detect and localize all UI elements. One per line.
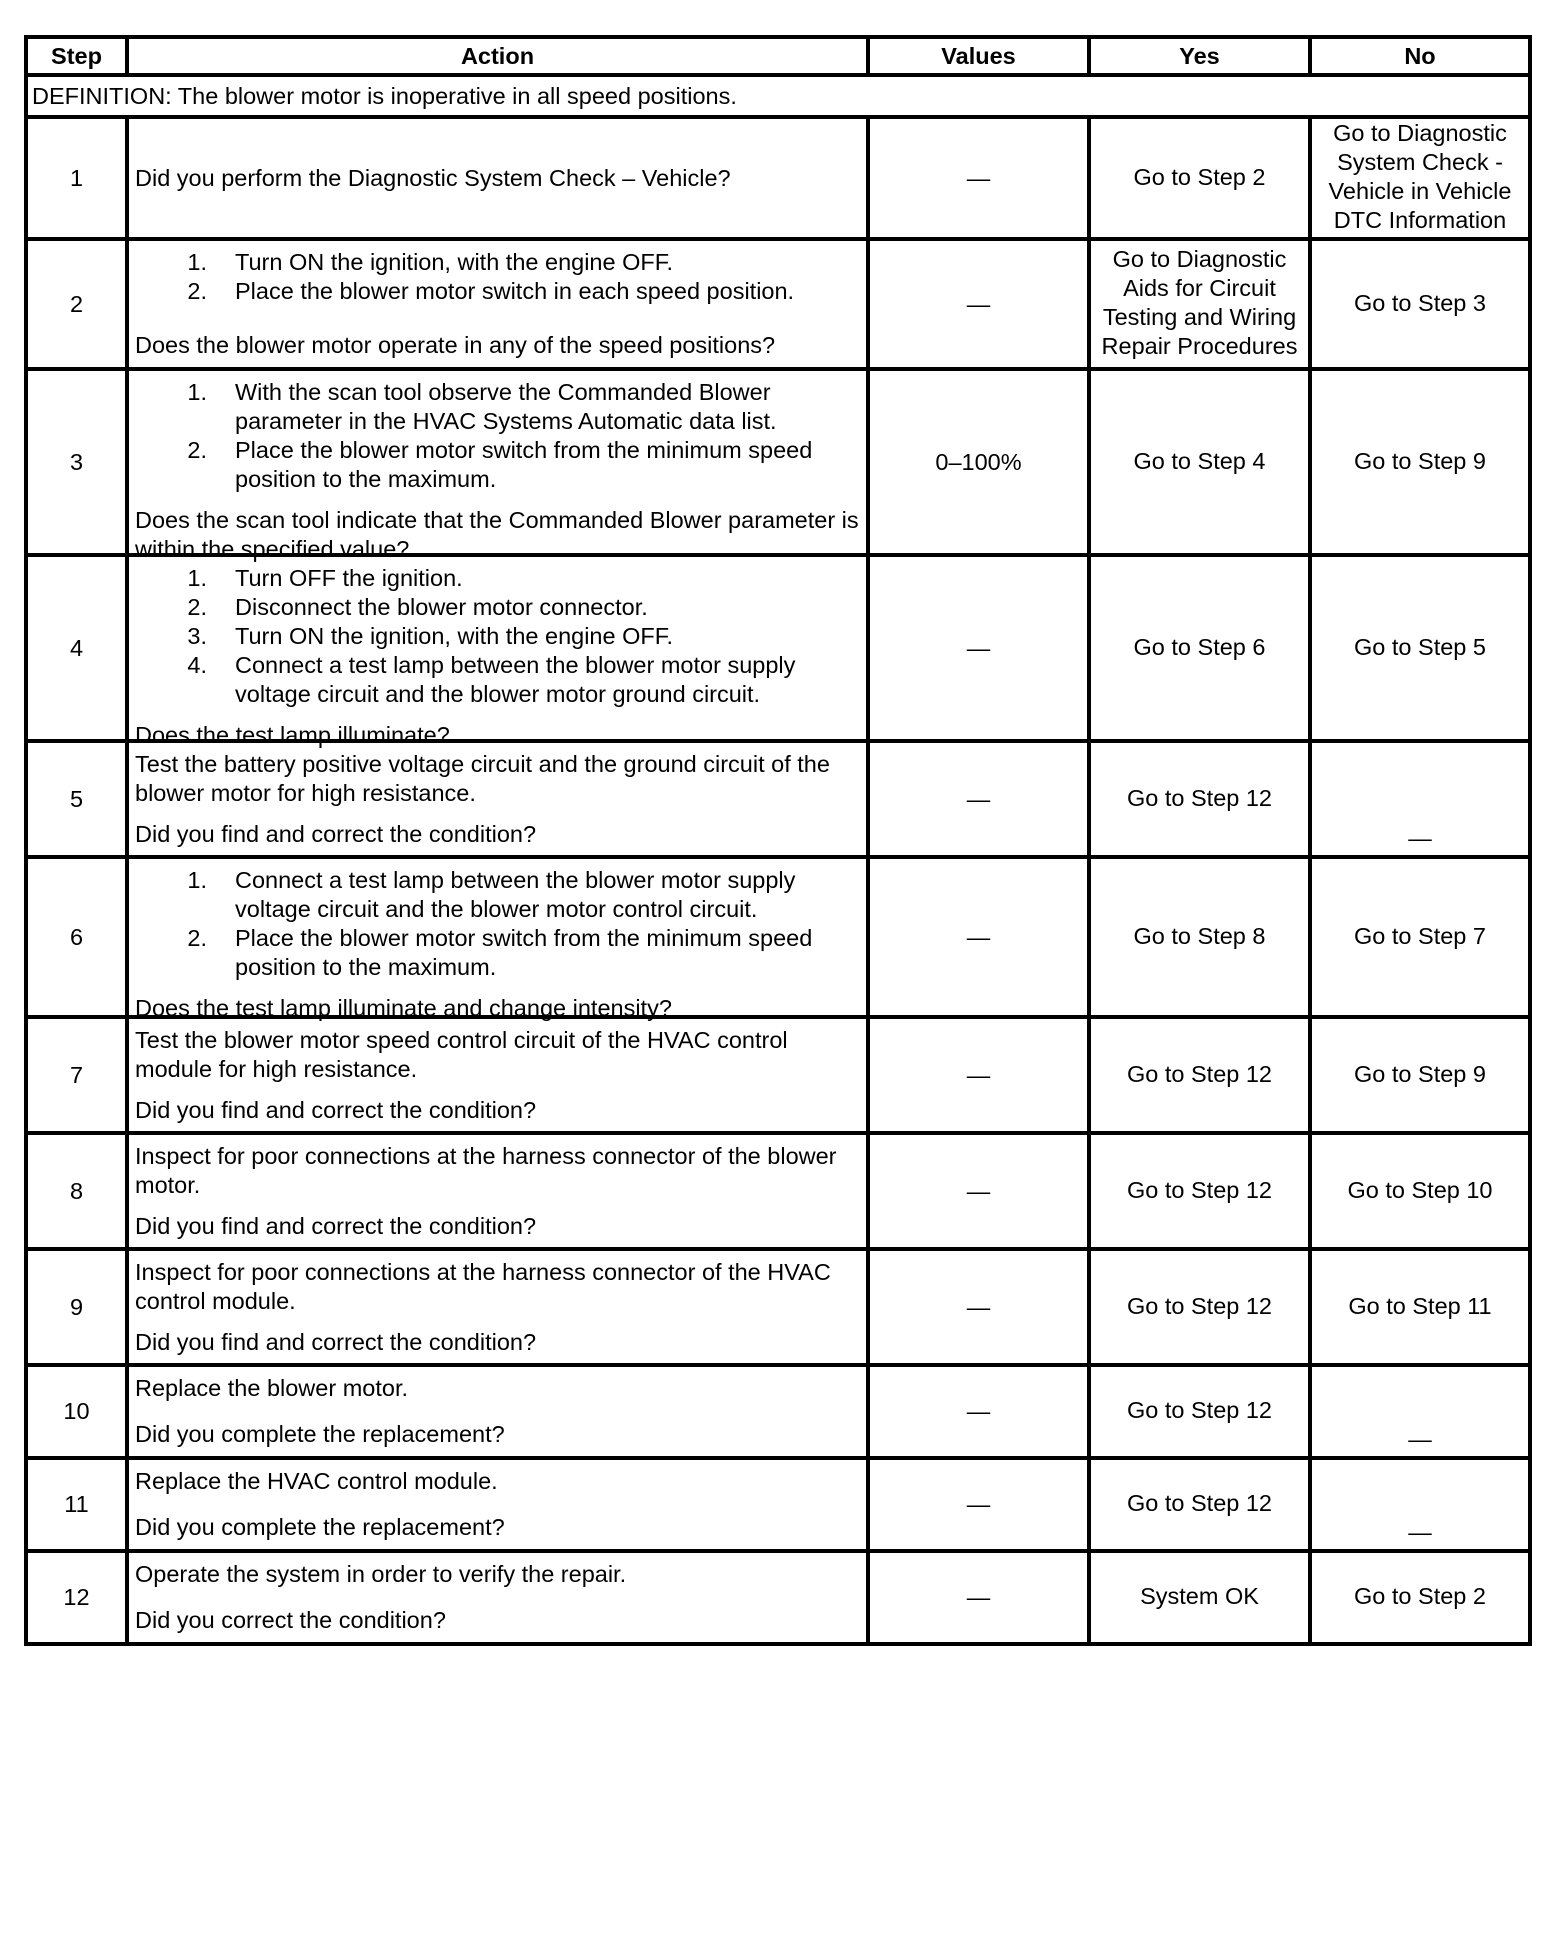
action-cell [127,1249,868,1365]
action-content [135,378,860,562]
action-instructions [135,1026,860,1084]
value-cell: — [868,857,1089,1017]
table-row [26,239,1530,369]
yes-cell: Go to Step 12 [1089,1133,1310,1249]
step-number: 1 [26,117,127,239]
action-step-item [135,866,860,924]
action-question: Does the blower motor operate in any of the speed positions? [135,332,776,358]
action-question: Did you complete the replacement? [135,1514,505,1540]
action-content [135,1560,860,1635]
diagnostic-table [24,35,1532,1646]
action-instructions [135,1560,860,1589]
item-text: Connect a test lamp between the blower motor supply voltage circuit and the blower motor ground circuit. [235,652,796,707]
header-no: No [1310,37,1530,75]
header-values: Values [868,37,1089,75]
yes-cell: Go to Step 12 [1089,1458,1310,1551]
no-cell: Go to Step 11 [1310,1249,1530,1365]
action-question: Does the scan tool indicate that the Commanded Blower parameter is within the specified value? [135,507,859,562]
step-number: 4 [26,555,127,741]
action-question: Did you find and correct the condition? [135,1329,537,1355]
action-question: Did you find and correct the condition? [135,821,537,847]
action-cell [127,1551,868,1644]
action-cell [127,369,868,562]
action-question: Did you find and correct the condition? [135,1213,537,1239]
table-row [26,1458,1530,1551]
action-instructions [135,866,860,982]
header-row [26,37,1530,75]
action-question: Does the test lamp illuminate and change intensity? [135,995,672,1021]
step-number: 8 [26,1133,127,1249]
action-instructions [135,1258,860,1316]
item-number: 2. [187,925,207,951]
header-action: Action [127,37,868,75]
action-cell [127,117,868,239]
action-content [135,1467,860,1542]
action-content [135,750,860,848]
value-cell: — [868,117,1089,239]
yes-cell: Go to Step 6 [1089,555,1310,741]
action-content [135,1142,860,1240]
action-instructions [135,164,860,193]
table-row [26,1133,1530,1249]
yes-cell: System OK [1089,1551,1310,1644]
action-step-item [135,378,860,436]
table-row [26,857,1530,1017]
action-step-item [135,651,860,709]
table-row [26,1249,1530,1365]
table-row [26,1551,1530,1644]
action-question: Does the test lamp illuminate? [135,722,450,748]
yes-cell: Go to Step 2 [1089,117,1310,239]
definition-text: DEFINITION: The blower motor is inoperative in all speed positions. [26,75,1530,117]
action-lead: Test the battery positive voltage circuit and the ground circuit of the blower motor for high resistance. [135,751,830,806]
step-number: 11 [26,1458,127,1551]
action-instructions [135,1467,860,1496]
item-number: 3. [187,623,207,649]
action-instructions [135,1142,860,1200]
step-number: 3 [26,369,127,555]
action-question: Did you find and correct the condition? [135,1097,537,1123]
yes-cell: Go to Step 4 [1089,369,1310,555]
action-question: Did you correct the condition? [135,1607,446,1633]
action-content [135,248,860,360]
action-question: Did you complete the replacement? [135,1421,505,1447]
item-text: Place the blower motor switch in each speed position. [235,278,795,304]
action-step-item [135,248,860,277]
action-instructions [135,564,860,709]
action-step-item [135,622,860,651]
action-lead: Inspect for poor connections at the harness connector of the blower motor. [135,1143,837,1198]
action-step-item [135,924,860,982]
item-number: 2. [187,278,207,304]
action-lead: Replace the blower motor. [135,1375,409,1401]
table-row [26,555,1530,741]
action-instructions [135,248,860,306]
action-instructions [135,1374,860,1403]
value-cell: — [868,555,1089,741]
value-cell: — [868,1458,1089,1551]
action-content [135,1026,860,1124]
no-cell: — [1310,741,1530,857]
action-step-item [135,436,860,494]
table-row [26,117,1530,239]
action-lead: Did you perform the Diagnostic System Check – Vehicle? [135,164,731,191]
no-cell: — [1310,1365,1530,1458]
header-step: Step [26,37,127,75]
action-cell [127,1133,868,1249]
yes-cell: Go to Step 12 [1089,1249,1310,1365]
no-cell: Go to Step 10 [1310,1133,1530,1249]
yes-cell: Go to Step 12 [1089,1365,1310,1458]
value-cell: — [868,1133,1089,1249]
item-number: 2. [187,594,207,620]
value-cell: — [868,1551,1089,1644]
action-steps-list [135,378,860,494]
item-number: 1. [187,565,207,591]
no-cell: Go to Step 2 [1310,1551,1530,1644]
item-text: With the scan tool observe the Commanded Blower parameter in the HVAC Systems Automatic data list. [235,379,777,434]
value-cell: — [868,1017,1089,1133]
no-cell: Go to Step 9 [1310,369,1530,555]
item-number: 4. [187,652,207,678]
header-yes: Yes [1089,37,1310,75]
item-text: Turn OFF the ignition. [235,565,463,591]
action-content [135,1374,860,1449]
action-content [135,564,860,748]
no-cell: Go to Diagnostic System Check - Vehicle in Vehicle DTC Information [1310,117,1530,239]
table-row [26,1365,1530,1458]
value-cell: 0–100% [868,369,1089,555]
action-step-item [135,277,860,306]
item-text: Place the blower motor switch from the minimum speed position to the maximum. [235,925,813,980]
action-step-item [135,564,860,593]
action-instructions [135,750,860,808]
table-row [26,369,1530,555]
value-cell: — [868,741,1089,857]
no-cell: Go to Step 7 [1310,857,1530,1017]
yes-cell: Go to Diagnostic Aids for Circuit Testing and Wiring Repair Procedures [1089,239,1310,369]
step-number: 10 [26,1365,127,1458]
action-cell [127,1017,868,1133]
yes-cell: Go to Step 12 [1089,1017,1310,1133]
action-content [135,1258,860,1356]
action-cell [127,1365,868,1458]
no-cell: Go to Step 9 [1310,1017,1530,1133]
item-text: Disconnect the blower motor connector. [235,594,648,620]
step-number: 5 [26,741,127,857]
action-lead: Operate the system in order to verify the repair. [135,1561,627,1587]
table-row [26,741,1530,857]
step-number: 12 [26,1551,127,1644]
action-cell [127,555,868,748]
action-lead: Replace the HVAC control module. [135,1468,498,1494]
item-number: 1. [187,379,207,405]
step-number: 6 [26,857,127,1017]
item-number: 2. [187,437,207,463]
value-cell: — [868,1365,1089,1458]
no-cell: — [1310,1458,1530,1551]
item-text: Place the blower motor switch from the minimum speed position to the maximum. [235,437,813,492]
table-row [26,1017,1530,1133]
step-number: 9 [26,1249,127,1365]
no-cell: Go to Step 5 [1310,555,1530,741]
action-lead: Inspect for poor connections at the harness connector of the HVAC control module. [135,1259,831,1314]
item-number: 1. [187,867,207,893]
action-content [135,866,860,1021]
action-steps-list [135,866,860,982]
value-cell: — [868,239,1089,369]
item-number: 1. [187,249,207,275]
action-cell [127,741,868,857]
no-cell: Go to Step 3 [1310,239,1530,369]
action-cell [127,1458,868,1551]
item-text: Turn ON the ignition, with the engine OFF. [235,249,674,275]
action-step-item [135,593,860,622]
step-number: 2 [26,239,127,369]
action-steps-list [135,564,860,709]
action-lead: Test the blower motor speed control circuit of the HVAC control module for high resistance. [135,1027,788,1082]
yes-cell: Go to Step 8 [1089,857,1310,1017]
action-steps-list [135,248,860,306]
action-instructions [135,378,860,494]
yes-cell: Go to Step 12 [1089,741,1310,857]
value-cell: — [868,1249,1089,1365]
action-cell [127,239,868,369]
action-content [135,133,860,223]
step-number: 7 [26,1017,127,1133]
action-cell [127,857,868,1021]
item-text: Connect a test lamp between the blower motor supply voltage circuit and the blower motor control circuit. [235,867,796,922]
definition-row [26,75,1530,117]
item-text: Turn ON the ignition, with the engine OFF. [235,623,674,649]
